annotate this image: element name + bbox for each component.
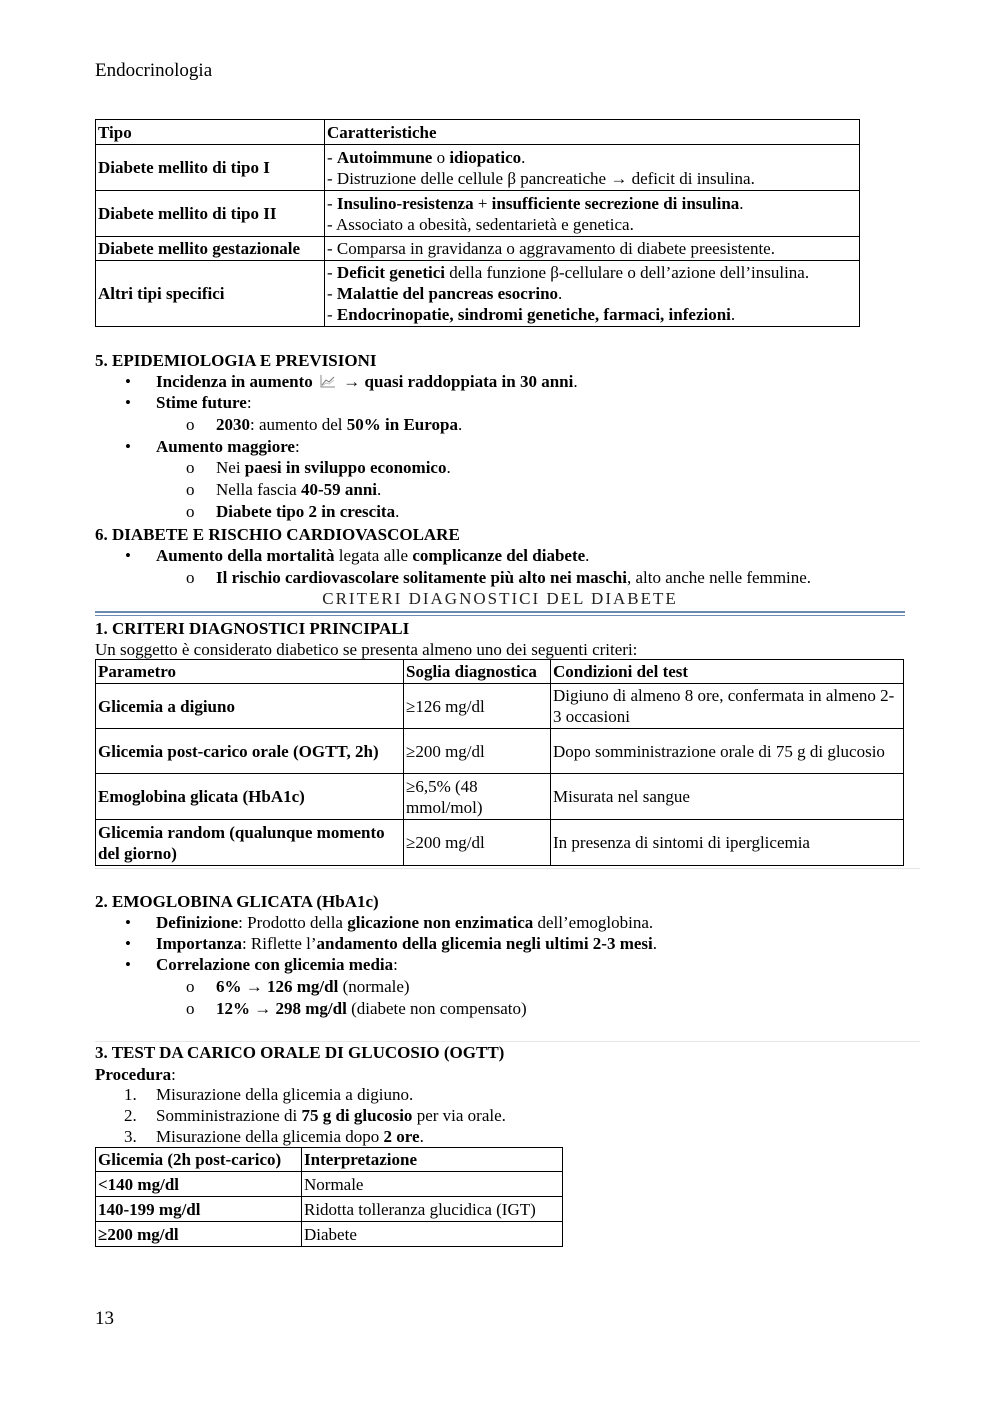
text: . [446,458,451,477]
criteria-cell-parametro: Glicemia random (qualunque momento del giorno) [96,820,404,866]
characteristic-line [327,304,857,325]
ogtt-step [156,1127,424,1147]
hba1c-sub-12 [216,999,527,1019]
section5-sub-type2 [216,502,399,522]
text: : [246,393,252,412]
ogtt-header-interpretazione: Interpretazione [302,1148,563,1172]
criteria-row [96,774,904,820]
text: - Associato a obesità, sedentarietà e genetica. [327,214,634,234]
ogtt-row [96,1197,563,1222]
types-header-tipo: Tipo [96,120,325,145]
bold-text: Aumento maggiore [156,437,295,456]
bullet-dot: • [125,437,131,456]
text: - [327,305,337,324]
characteristic-line [327,262,857,283]
text: . [419,1127,424,1146]
text: . [377,480,382,499]
bold-text: Deficit genetici [336,263,446,282]
text: o [432,147,450,167]
characteristic-line [327,283,857,304]
bold-text: 50% in Europa [346,415,458,434]
ogtt-row [96,1172,563,1197]
bold-text: paesi in sviluppo economico [244,458,447,477]
text: . [739,193,744,213]
bullet-dot: • [125,913,131,932]
types-row [96,191,860,237]
types-cell-caratteristiche [325,237,860,261]
criteria-header-soglia: Soglia diagnostica [404,660,551,684]
text: (diabete non compensato) [346,999,527,1018]
text: . [573,372,578,391]
text: per via orale. [412,1106,506,1125]
text: legata alle [334,546,413,565]
characteristic-line [327,214,857,235]
text: . [558,284,563,303]
characteristic-line [327,147,857,168]
ogtt-cell-glicemia: 140-199 mg/dl [96,1197,302,1222]
criteria-cell-parametro: Emoglobina glicata (HbA1c) [96,774,404,820]
text: : aumento del [250,415,347,434]
sub-bullet-circle: o [186,999,195,1018]
criteria-cell-condizioni: Digiuno di almeno 8 ore, confermata in almeno 2-3 occasioni [551,684,904,729]
criteria-intro: Un soggetto è considerato diabetico se presenta almeno uno dei seguenti criteri: [95,640,638,659]
text: . [521,147,526,167]
bold-text: Il rischio cardiovascolare solitamente più alto nei maschi [216,568,627,587]
text: della funzione β-cellulare o dell’azione dell’insulina. [445,263,810,282]
characteristic-line [327,238,857,259]
bold-text: complicanze del diabete [412,546,586,565]
diagnostic-criteria-table [95,659,904,866]
bold-text: 6% → 126 mg/dl [216,977,339,996]
bold-text: 2 ore [383,1127,420,1146]
bold-text: insufficiente secrezione di insulina [491,193,740,213]
ogtt-cell-interpretazione: Ridotta tolleranza glucidica (IGT) [302,1197,563,1222]
text: Nei [216,458,245,477]
criteria-heading: 1. CRITERI DIAGNOSTICI PRINCIPALI [95,619,410,638]
criteria-row [96,684,904,729]
hba1c-bullet-importance [156,934,657,954]
section5-sub-2030 [216,415,462,435]
bold-text: Definizione [156,913,239,932]
criteria-cell-soglia: ≥126 mg/dl [404,684,551,729]
text: : Riflette l’ [241,934,317,953]
text: - [327,193,337,213]
criteria-header-condizioni: Condizioni del test [551,660,904,684]
bold-text: 40-59 anni [300,480,377,499]
text: - [327,147,337,167]
bold-text: Procedura [95,1065,172,1084]
text: , alto anche nelle femmine. [626,568,812,587]
ogtt-cell-glicemia: <140 mg/dl [96,1172,302,1197]
bullet-dot: • [125,372,131,391]
section5-sub-age [216,480,381,500]
ogtt-cell-glicemia: ≥200 mg/dl [96,1222,302,1247]
types-header-caratteristiche: Caratteristiche [325,120,860,145]
sub-bullet-circle: o [186,480,195,499]
bold-text: Stime future [156,393,247,412]
hba1c-bullet-definition [156,913,653,933]
text: (normale) [338,977,410,996]
text: : [171,1065,176,1084]
sub-bullet-circle: o [186,502,195,521]
hba1c-sub-6 [216,977,410,997]
criteria-cell-condizioni: Dopo somministrazione orale di 75 g di glucosio [551,729,904,774]
text: - [327,263,337,282]
hba1c-bullet-correlation [156,955,398,975]
criteria-cell-parametro: Glicemia a digiuno [96,684,404,729]
types-row [96,145,860,191]
text: : Prodotto della [238,913,348,932]
step-number: 2. [124,1106,137,1125]
bold-text: 12% → 298 mg/dl [216,999,347,1018]
criteria-row [96,820,904,866]
ogtt-interpretation-table [95,1147,563,1247]
types-row [96,261,860,327]
bullet-dot: • [125,934,131,953]
text: : [393,955,398,974]
bold-text: 75 g di glucosio [301,1106,413,1125]
section6-sub-risk [216,568,811,588]
sub-bullet-circle: o [186,415,195,434]
text: : [294,437,300,456]
ogtt-procedure-label [95,1064,176,1086]
title-rule [95,611,905,613]
text: - Comparsa in gravidanza o aggravamento di diabete preesistente. [327,239,775,258]
bold-text: andamento della glicemia negli ultimi 2-3 mesi [316,934,653,953]
bold-text: idiopatico [449,147,522,167]
bold-text: Malattie del pancreas esocrino [336,284,559,303]
criteria-section-title: CRITERI DIAGNOSTICI DEL DIABETE [322,589,678,608]
ogtt-cell-interpretazione: Normale [302,1172,563,1197]
ogtt-row [96,1222,563,1247]
bold-text: → quasi raddoppiata in 30 anni [343,372,574,391]
bold-text: Aumento della mortalità [156,546,335,565]
characteristic-line [327,193,857,214]
bold-text: Correlazione con glicemia media [156,955,394,974]
characteristic-line [327,168,857,189]
bold-text: Importanza [156,934,242,953]
text: - Distruzione delle cellule β pancreatiche → deficit di insulina. [327,168,755,188]
page-number: 13 [95,1308,114,1329]
types-cell-tipo: Diabete mellito di tipo I [96,145,325,191]
text: - [327,284,337,303]
criteria-cell-condizioni: Misurata nel sangue [551,774,904,820]
text: + [473,193,492,213]
bullet-dot: • [125,955,131,974]
section6-bullet-mortality [156,546,589,566]
bullet-dot: • [125,393,131,412]
types-cell-tipo: Diabete mellito di tipo II [96,191,325,237]
criteria-cell-soglia: ≥200 mg/dl [404,820,551,866]
text: Misurazione della glicemia dopo [156,1127,384,1146]
section5-bullet-increase [156,437,300,457]
bold-text: Diabete tipo 2 in crescita [216,502,396,521]
running-header: Endocrinologia [95,60,213,81]
bold-text: 2030 [216,415,250,434]
text: . [457,415,463,434]
section6-heading: 6. DIABETE E RISCHIO CARDIOVASCOLARE [95,525,460,544]
bold-text: Autoimmune [336,147,433,167]
bold-text: Incidenza in aumento [156,372,313,391]
types-cell-caratteristiche [325,261,860,327]
criteria-cell-soglia: ≥200 mg/dl [404,729,551,774]
separator-line [95,868,920,869]
ogtt-step [156,1085,413,1105]
bold-text: Endocrinopatie, sindromi genetiche, farmaci, infezioni [336,305,731,324]
section5-heading: 5. EPIDEMIOLOGIA E PREVISIONI [95,351,377,370]
text: Misurazione della glicemia a digiuno. [156,1085,414,1104]
hba1c-heading: 2. EMOGLOBINA GLICATA (HbA1c) [95,892,379,911]
text: . [730,305,736,324]
section5-bullet-incidence [156,372,578,392]
criteria-cell-condizioni: In presenza di sintomi di iperglicemia [551,820,904,866]
section5-bullet-estimates [156,393,252,413]
criteria-header-parametro: Parametro [96,660,404,684]
sub-bullet-circle: o [186,458,195,477]
bold-text: Insulino-resistenza [336,193,474,213]
section5-sub-countries [216,458,451,478]
diabetes-types-table [95,119,860,327]
title-rule [95,615,905,616]
criteria-row [96,729,904,774]
step-number: 1. [124,1085,137,1104]
sub-bullet-circle: o [186,568,195,587]
types-cell-caratteristiche [325,191,860,237]
chart-increasing-icon [320,374,336,388]
types-row [96,237,860,261]
ogtt-step [156,1106,506,1126]
types-cell-tipo: Altri tipi specifici [96,261,325,327]
types-cell-tipo: Diabete mellito gestazionale [96,237,325,261]
ogtt-heading: 3. TEST DA CARICO ORALE DI GLUCOSIO (OGTT) [95,1043,505,1062]
bold-text: glicazione non enzimatica [347,913,534,932]
ogtt-cell-interpretazione: Diabete [302,1222,563,1247]
ogtt-header-glicemia: Glicemia (2h post-carico) [96,1148,302,1172]
criteria-cell-parametro: Glicemia post-carico orale (OGTT, 2h) [96,729,404,774]
bullet-dot: • [125,546,131,565]
text: Somministrazione di [156,1106,302,1125]
step-number: 3. [124,1127,137,1146]
text: dell’emoglobina. [533,913,654,932]
text: . [585,546,590,565]
sub-bullet-circle: o [186,977,195,996]
types-cell-caratteristiche [325,145,860,191]
text: . [652,934,657,953]
text: Nella fascia [216,480,301,499]
text: . [395,502,400,521]
criteria-cell-soglia: ≥6,5% (48 mmol/mol) [404,774,551,820]
